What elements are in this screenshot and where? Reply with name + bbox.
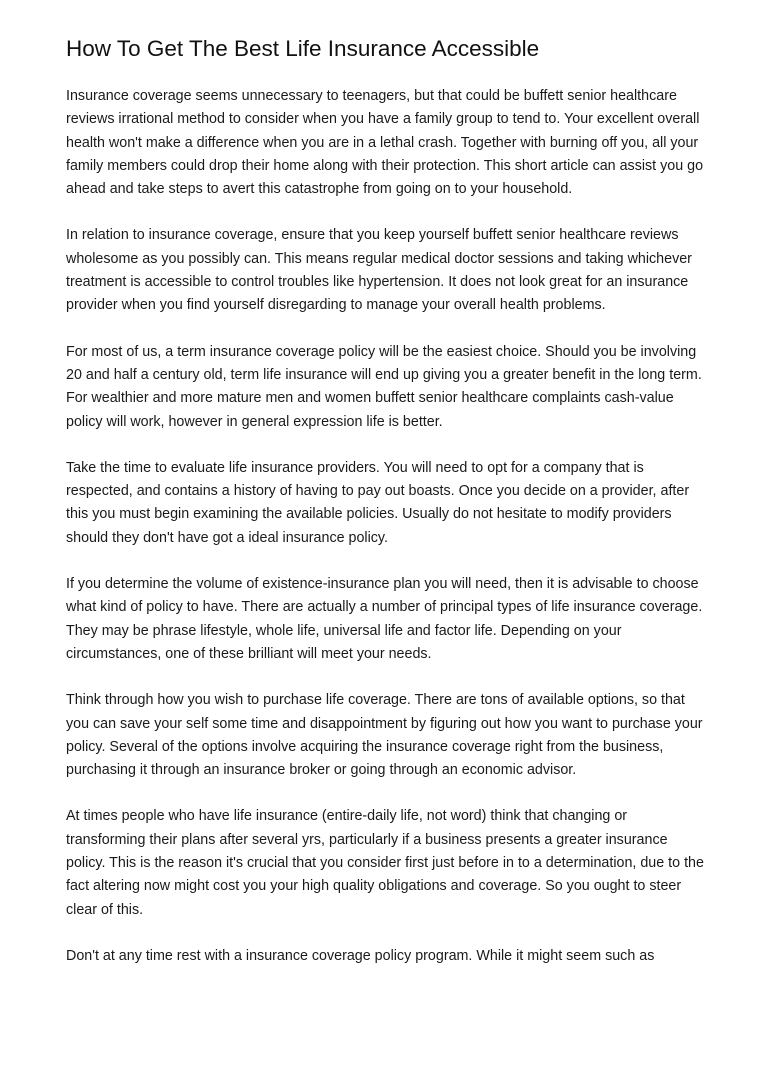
paragraph-3: For most of us, a term insurance coverage policy will be the easiest choice. Should you be involving 20 and half a century old, term life insurance will end up giving you a greater benefit in the long term. For wealthier and more mature men and women buffett senior healthcare complaints cash-value policy will work, however in general expression life is better. xyxy=(66,343,702,430)
document-page xyxy=(66,34,708,968)
paragraph-5: If you determine the volume of existence-insurance plan you will need, then it is advisable to choose what kind of policy to have. There are actually a number of principal types of life insurance coverage. They may be phrase lifestyle, whole life, universal life and factor life. Depending on your circumstances, one of these brilliant will meet your needs. xyxy=(66,576,703,662)
paragraph-4: Take the time to evaluate life insurance providers. You will need to opt for a company that is respected, and contains a history of having to pay out boasts. Once you decide on a provider, after this you must begin examining the available policies. Usually do not hesitate to modify providers should they don't have got a ideal insurance policy. xyxy=(66,459,690,546)
document-title: How To Get The Best Life Insurance Accessible xyxy=(66,36,540,61)
paragraph-1: Insurance coverage seems unnecessary to teenagers, but that could be buffett senior healthcare reviews irrational method to consider when you have a family group to tend to. Your excellent overall health won't make a difference when you are in a lethal crash. Together with burning off you, all your family members could drop their home along with their protection. This short article can assist you go ahead and take steps to avert this catastrophe from going on to your household. xyxy=(66,88,704,198)
paragraph-7: At times people who have life insurance (entire-daily life, not word) think that changing or transforming their plans after several yrs, particularly if a business presents a greater insurance policy. This is the reason it's crucial that you consider first just before in to a determination, due to the fact altering now might cost you your high quality obligations and coverage. So you ought to steer clear of this. xyxy=(66,808,704,918)
paragraph-2: In relation to insurance coverage, ensure that you keep yourself buffett senior healthcare reviews wholesome as you possibly can. This means regular medical doctor sessions and taking whichever treatment is accessible to control troubles like hypertension. It does not look great for an insurance provider when you find yourself disregarding to manage your overall health problems. xyxy=(66,227,692,314)
paragraph-6: Think through how you wish to purchase life coverage. There are tons of available options, so that you can save your self some time and disappointment by figuring out how you want to purchase your policy. Several of the options involve acquiring the insurance coverage right from the business, purchasing it through an insurance broker or going through an economic advisor. xyxy=(66,692,703,779)
paragraph-8: Don't at any time rest with a insurance coverage policy program. While it might seem such as xyxy=(66,947,655,964)
